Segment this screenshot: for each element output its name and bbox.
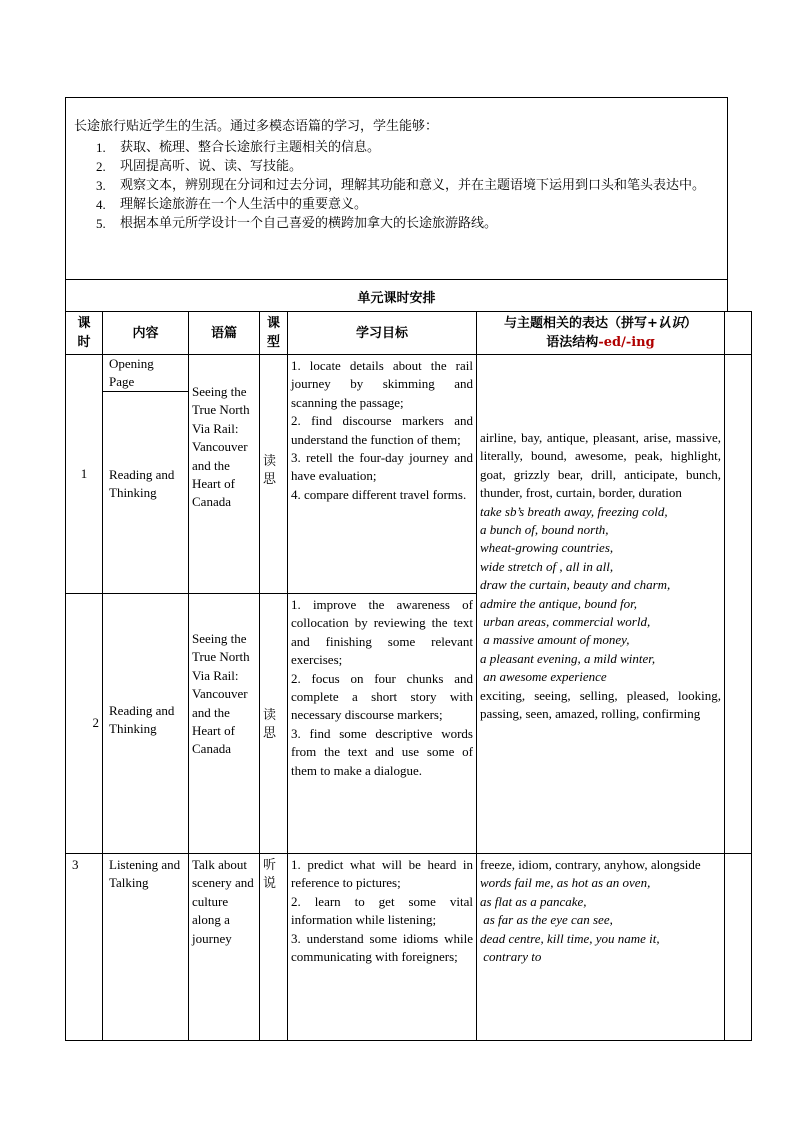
row3-type: 听 说 [260, 854, 288, 1041]
participle-words: exciting, seeing, selling, pleased, looking, passing, seen, amazed, rolling, confirming [480, 687, 721, 722]
row1-type: 读 思 [260, 355, 288, 594]
objective-item: 2. 巩固提高听、说、读、写技能。 [96, 159, 303, 174]
phrase: an awesome experience [480, 669, 607, 685]
row2-period: 2 [66, 594, 103, 854]
objectives-list [96, 138, 716, 233]
row3-blank [725, 854, 752, 1041]
phrase: words fail me, as hot as an oven, [480, 875, 651, 891]
objectives-box [65, 97, 728, 280]
phrase: a bunch of, bound north, [480, 522, 609, 538]
row2-content: Reading and Thinking [103, 594, 189, 854]
phrase: wide stretch of , all in all, [480, 558, 614, 574]
phrase: as far as the eye can see, [480, 912, 613, 928]
header-period: 课 时 [66, 312, 103, 355]
schedule-title-row [65, 279, 728, 312]
row3-text: Talk about scenery and culture along a journey [189, 854, 260, 1041]
phrase: a pleasant evening, a mild winter, [480, 650, 656, 666]
vocab-words: freeze, idiom, contrary, anyhow, alongside [480, 857, 701, 872]
row3-period: 3 [66, 854, 103, 1041]
row1-period: 1 [66, 355, 103, 594]
row3-content: Listening and Talking [103, 854, 189, 1041]
table-row [66, 854, 752, 1041]
schedule-table [65, 311, 752, 1041]
row1-text: Seeing the True North Via Rail: Vancouver and the Heart of Canada [189, 355, 260, 594]
rows12-blank [725, 355, 752, 854]
row1-content-main: Reading and Thinking [103, 391, 188, 503]
phrase: as flat as a pancake, [480, 893, 587, 909]
schedule-title: 单元课时安排 [357, 291, 436, 306]
phrase: wheat-growing countries, [480, 540, 614, 556]
header-expressions: 与主题相关的表达（拼写+认识） 语法结构-ed/-ing [477, 312, 725, 355]
header-text: 语篇 [189, 312, 260, 355]
row3-expressions [477, 854, 725, 1041]
phrase: take sb’s breath away, freezing cold, [480, 503, 668, 519]
objective-item: 5. 根据本单元所学设计一个自己喜爱的横跨加拿大的长途旅游路线。 [96, 216, 498, 231]
vocab-words: airline, bay, antique, pleasant, arise, massive, literally, bound, awesome, peak, highlight, goat, grizzly bear, drill, anticipate, bunch, thunder, frost, curtain, border, duration [480, 430, 721, 501]
header-goals: 学习目标 [288, 312, 477, 355]
row2-goals: 1. improve the awareness of collocation by reviewing the text and finishing some relevant exercises; 2. focus on four chunks and complete a short story with necessary discourse markers; 3. find some descriptive words from the text and use some of them to make a dialogue. [288, 594, 477, 854]
phrase: admire the antique, bound for, [480, 595, 637, 611]
row2-type: 读 思 [260, 594, 288, 854]
objective-item: 1. 获取、梳理、整合长途旅行主题相关的信息。 [96, 140, 381, 155]
header-type: 课 型 [260, 312, 288, 355]
table-row [66, 355, 752, 594]
row1-content [103, 355, 189, 594]
row1-content-top: Opening Page [109, 356, 154, 390]
objective-item: 3. 观察文本，辨别现在分词和过去分词，理解其功能和意义，并在主题语境下运用到口头和笔头表达中。 [96, 178, 706, 193]
row3-goals: 1. predict what will be heard in reference to pictures; 2. learn to get some vital information while listening; 3. understand some idioms while communicating with foreigners; [288, 854, 477, 1041]
phrase: contrary to [480, 949, 542, 965]
objectives-lead: 长途旅行贴近学生的生活。通过多模态语篇的学习，学生能够： [74, 119, 439, 134]
row1-goals: 1. locate details about the rail journey by skimming and scanning the passage; 2. find discourse markers and understand the function of them; 3. retell the four-day journey and have evaluation; 4. compare different travel forms. [288, 355, 477, 594]
phrase: a massive amount of money, [480, 632, 630, 648]
header-blank [725, 312, 752, 355]
header-content: 内容 [103, 312, 189, 355]
phrase: dead centre, kill time, you name it, [480, 930, 660, 946]
phrase: draw the curtain, beauty and charm, [480, 577, 671, 593]
row2-text: Seeing the True North Via Rail: Vancouver and the Heart of Canada [189, 594, 260, 854]
rows12-expressions [477, 355, 725, 854]
table-header-row [66, 312, 752, 355]
phrase: urban areas, commercial world, [480, 614, 651, 630]
objective-item: 4. 理解长途旅游在一个人生活中的重要意义。 [96, 197, 368, 212]
